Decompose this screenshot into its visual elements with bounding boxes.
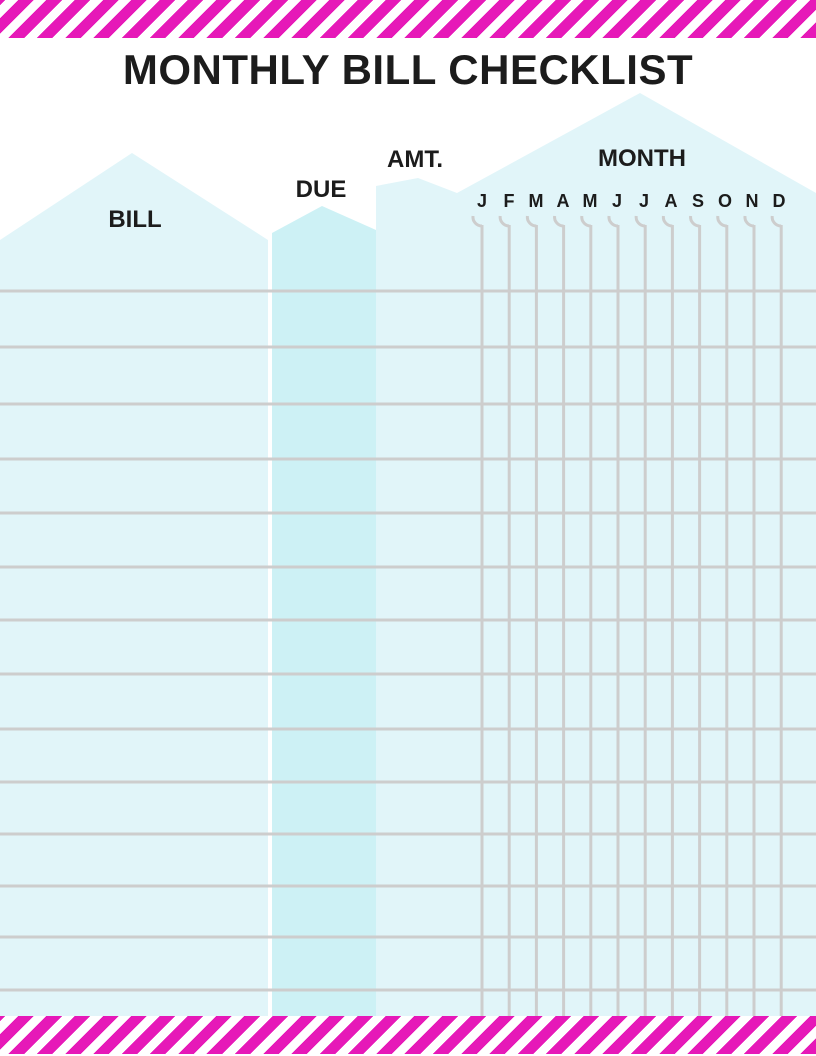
month-label-jul: J [638, 191, 649, 211]
page-title: MONTHLY BILL CHECKLIST [122, 46, 694, 93]
month-label-oct: O [717, 191, 732, 211]
amount-column-panel [376, 178, 457, 1016]
due-column-header: DUE [295, 176, 347, 203]
amount-column-header: AMT. [387, 146, 443, 173]
month-column-header: MONTH [598, 145, 686, 172]
month-column-panel [457, 93, 816, 1016]
due-column-panel [272, 206, 376, 1016]
bill-column-header: BILL [108, 206, 162, 233]
month-label-nov: N [745, 191, 759, 211]
month-label-apr: A [556, 191, 570, 211]
month-label-jun: J [611, 191, 622, 211]
month-label-aug: A [664, 191, 678, 211]
month-label-feb: F [503, 191, 515, 211]
month-label-jan: J [476, 191, 487, 211]
month-label-may: M [582, 191, 598, 211]
month-label-mar: M [528, 191, 544, 211]
month-label-dec: D [772, 191, 786, 211]
bottom-stripe-border [0, 1016, 816, 1054]
month-label-sep: S [691, 191, 704, 211]
